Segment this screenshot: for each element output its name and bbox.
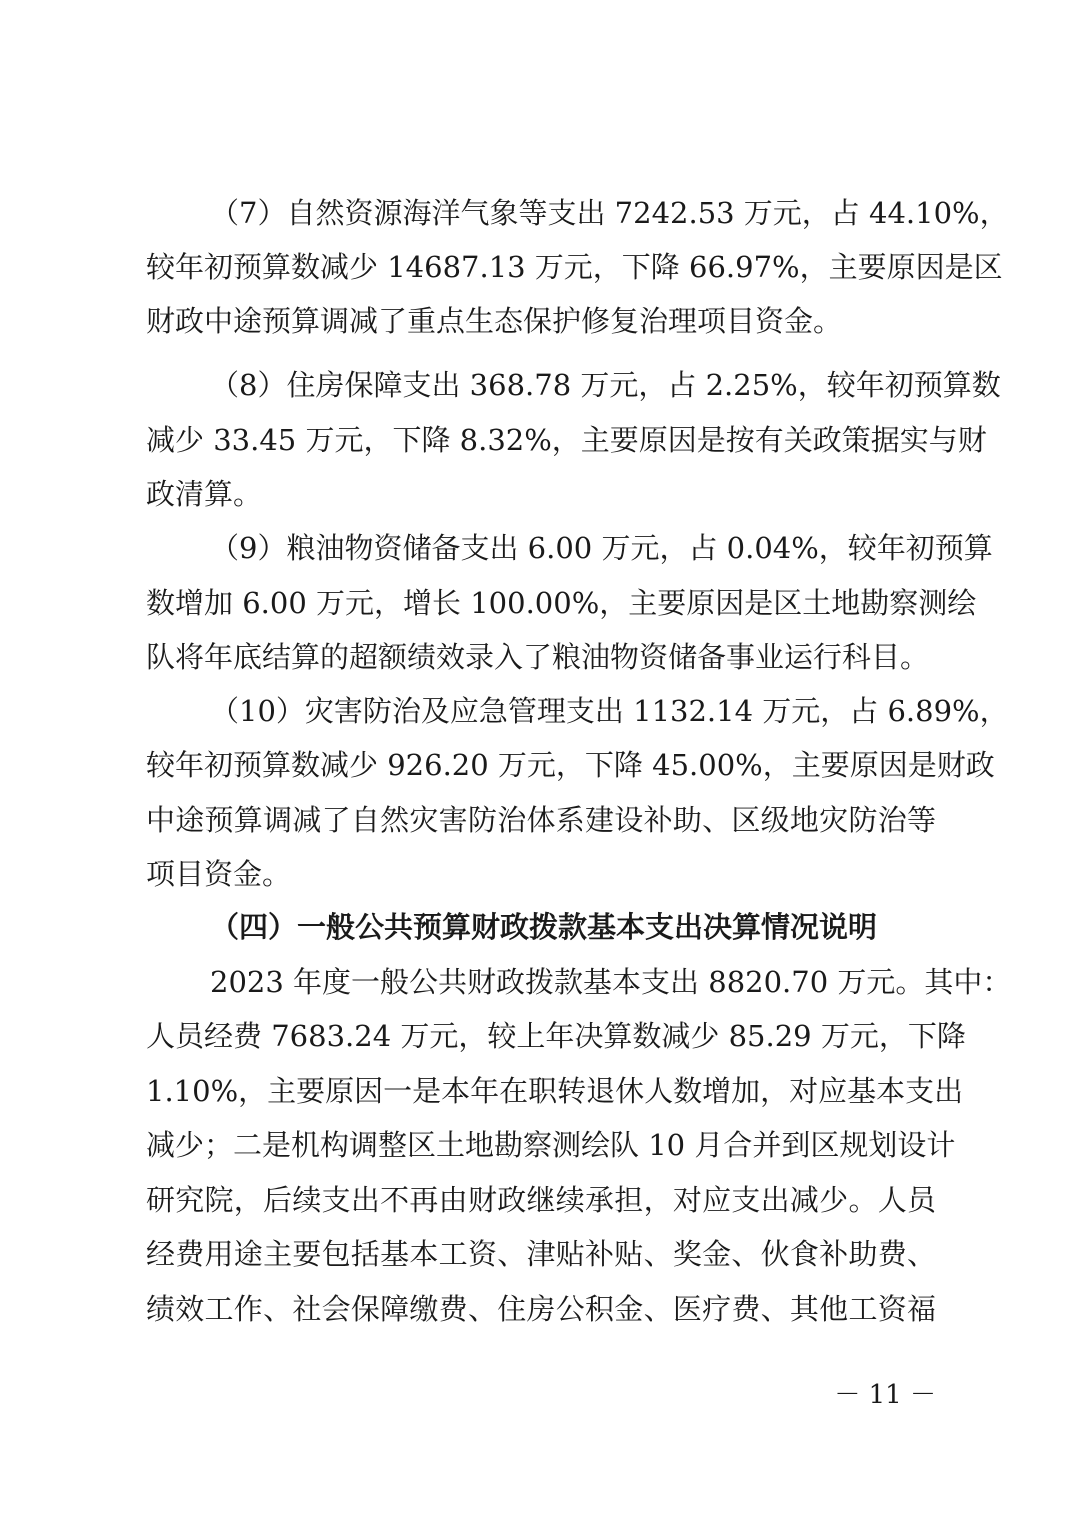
paragraph-10-line-4: 项目资金。 — [146, 857, 292, 891]
basic-expenditure-line-7: 绩效工作、社会保障缴费、住房公积金、医疗费、其他工资福 — [146, 1292, 936, 1326]
paragraph-8-line-3: 政清算。 — [146, 477, 263, 511]
basic-expenditure-line-3: 1.10%，主要原因一是本年在职转退休人数增加，对应基本支出 — [146, 1074, 964, 1108]
paragraph-8-line-2: 减少 33.45 万元，下降 8.32%，主要原因是按有关政策据实与财 — [146, 423, 987, 457]
basic-expenditure-line-2: 人员经费 7683.24 万元，较上年决算数减少 85.29 万元，下降 — [146, 1019, 966, 1053]
paragraph-7-line-1: （7）自然资源海洋气象等支出 7242.53 万元，占 44.10%， — [210, 196, 1009, 230]
basic-expenditure-line-6: 经费用途主要包括基本工资、津贴补贴、奖金、伙食补助费、 — [146, 1237, 936, 1271]
basic-expenditure-line-5: 研究院，后续支出不再由财政继续承担，对应支出减少。人员 — [146, 1183, 936, 1217]
section-heading: （四）一般公共预算财政拨款基本支出决算情况说明 — [210, 910, 878, 944]
paragraph-7-line-2: 较年初预算数减少 14687.13 万元，下降 66.97%，主要原因是区 — [146, 250, 1003, 284]
page-number: － 11 － — [834, 1380, 936, 1410]
paragraph-7-line-3: 财政中途预算调减了重点生态保护修复治理项目资金。 — [146, 304, 843, 338]
paragraph-10-line-3: 中途预算调减了自然灾害防治体系建设补助、区级地灾防治等 — [146, 803, 936, 837]
paragraph-9-line-2: 数增加 6.00 万元，增长 100.00%，主要原因是区土地勘察测绘 — [146, 586, 977, 620]
paragraph-9-line-3: 队将年底结算的超额绩效录入了粮油物资储备事业运行科目。 — [146, 640, 930, 674]
basic-expenditure-line-1: 2023 年度一般公共财政拨款基本支出 8820.70 万元。其中： — [210, 965, 1012, 999]
basic-expenditure-line-4: 减少；二是机构调整区土地勘察测绘队 10 月合并到区规划设计 — [146, 1128, 956, 1162]
paragraph-8-line-1: （8）住房保障支出 368.78 万元，占 2.25%，较年初预算数 — [210, 368, 1001, 402]
paragraph-10-line-2: 较年初预算数减少 926.20 万元，下降 45.00%，主要原因是财政 — [146, 748, 995, 782]
paragraph-9-line-1: （9）粮油物资储备支出 6.00 万元，占 0.04%，较年初预算 — [210, 531, 993, 565]
paragraph-10-line-1: （10）灾害防治及应急管理支出 1132.14 万元，占 6.89%， — [210, 694, 1009, 728]
